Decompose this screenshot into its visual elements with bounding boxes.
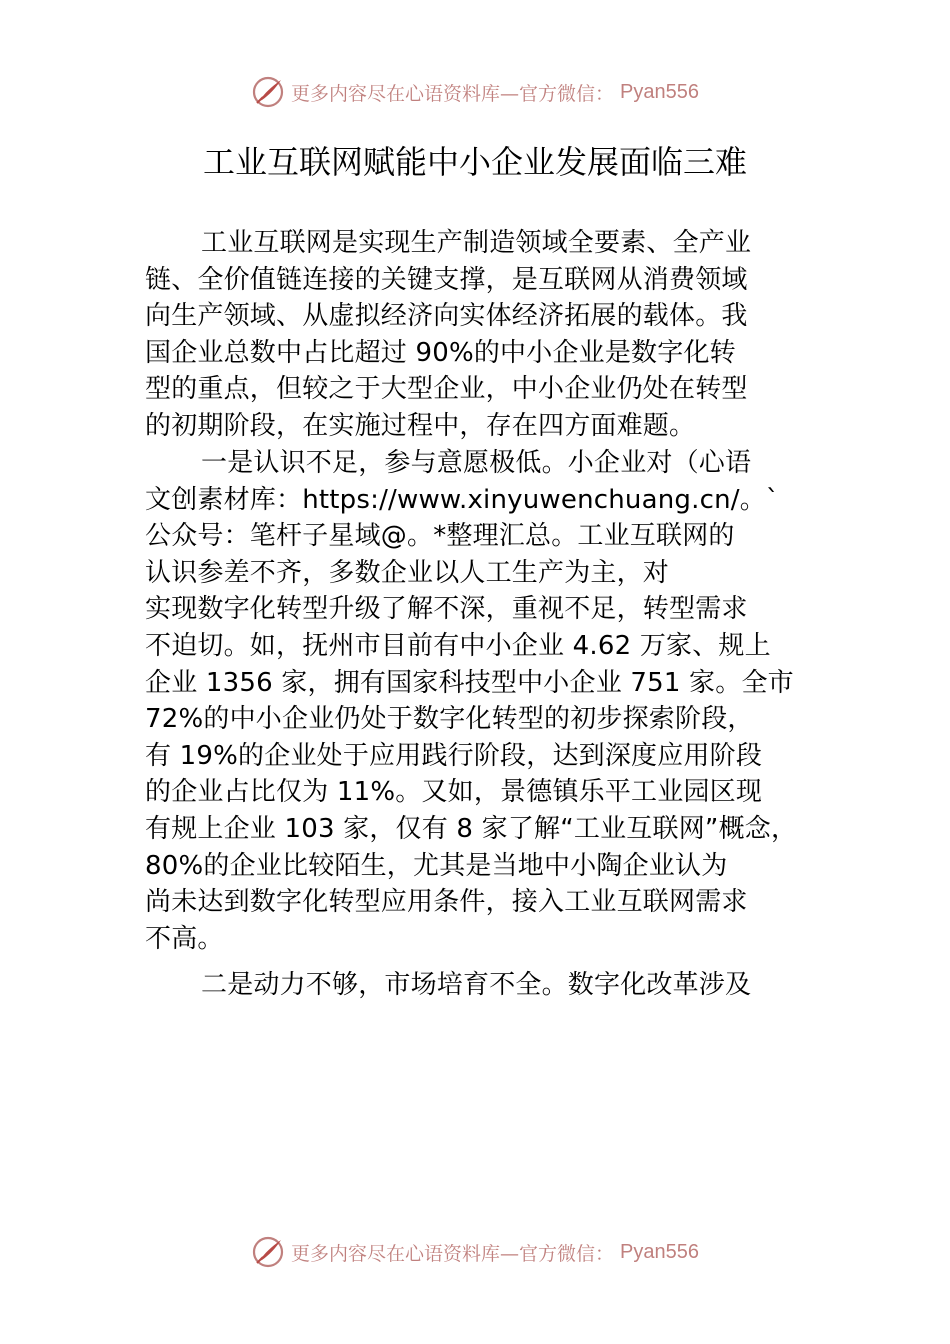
footer-watermark — [0, 1232, 950, 1272]
document-title: 工业互联网赋能中小企业发展面临三难 — [202, 143, 747, 181]
text-line: 实现数字化转型升级了解不深，重视不足，转型需求 — [145, 594, 748, 625]
watermark-text: 更多内容尽在心语资料库—官方微信： — [291, 1242, 615, 1265]
text-line: 国企业总数中占比超过 90%的中小企业是数字化转 — [145, 337, 736, 368]
text-line: 企业 1356 家，拥有国家科技型中小企业 751 家。全市 — [145, 667, 794, 698]
watermark-text: 更多内容尽在心语资料库—官方微信： — [291, 82, 615, 105]
text-line: 72%的中小企业仍处于数字化转型的初步探索阶段， — [145, 704, 754, 735]
text-line: 二是动力不够，市场培育不全。数字化改革涉及 — [201, 970, 752, 1000]
text-line: 工业互联网是实现生产制造领域全要素、全产业 — [201, 228, 752, 258]
text-line: 一是认识不足，参与意愿极低。小企业对（心语 — [201, 448, 752, 478]
text-line: 文创素材库：https://www.xinyuwenchuang.cn/。` — [145, 484, 780, 515]
text-line: 有 19%的企业处于应用践行阶段，达到深度应用阶段 — [145, 740, 763, 771]
text-line: 公众号：笔杆子星域@。*整理汇总。工业互联网的 — [145, 521, 735, 552]
watermark-wechat-id: Pyan556 — [620, 80, 699, 103]
text-line: 尚未达到数字化转型应用条件，接入工业互联网需求 — [145, 887, 748, 918]
text-line: 的初期阶段，在实施过程中，存在四方面难题。 — [145, 410, 696, 441]
paragraph-1 — [145, 225, 825, 445]
text-line: 向生产领域、从虚拟经济向实体经济拓展的载体。我 — [145, 301, 748, 332]
text-line: 认识参差不齐，多数企业以人工生产为主，对 — [145, 557, 670, 588]
watermark-wechat-id: Pyan556 — [620, 1240, 699, 1263]
quill-logo-icon — [251, 75, 285, 109]
paragraph-2 — [145, 445, 825, 957]
header-watermark — [0, 72, 950, 112]
quill-logo-icon — [251, 1235, 285, 1269]
text-line: 不迫切。如，抚州市目前有中小企业 4.62 万家、规上 — [145, 630, 771, 661]
text-line: 不高。 — [145, 923, 224, 954]
text-line: 80%的企业比较陌生，尤其是当地中小陶企业认为 — [145, 850, 728, 881]
text-line: 有规上企业 103 家，仅有 8 家了解“工业互联网”概念， — [145, 813, 798, 844]
paragraph-3 — [145, 967, 825, 1004]
text-line: 型的重点，但较之于大型企业，中小企业仍处在转型 — [145, 374, 748, 405]
text-line: 链、全价值链连接的关键支撑，是互联网从消费领域 — [145, 264, 748, 295]
text-line: 的企业占比仅为 11%。又如，景德镇乐平工业园区现 — [145, 777, 763, 808]
